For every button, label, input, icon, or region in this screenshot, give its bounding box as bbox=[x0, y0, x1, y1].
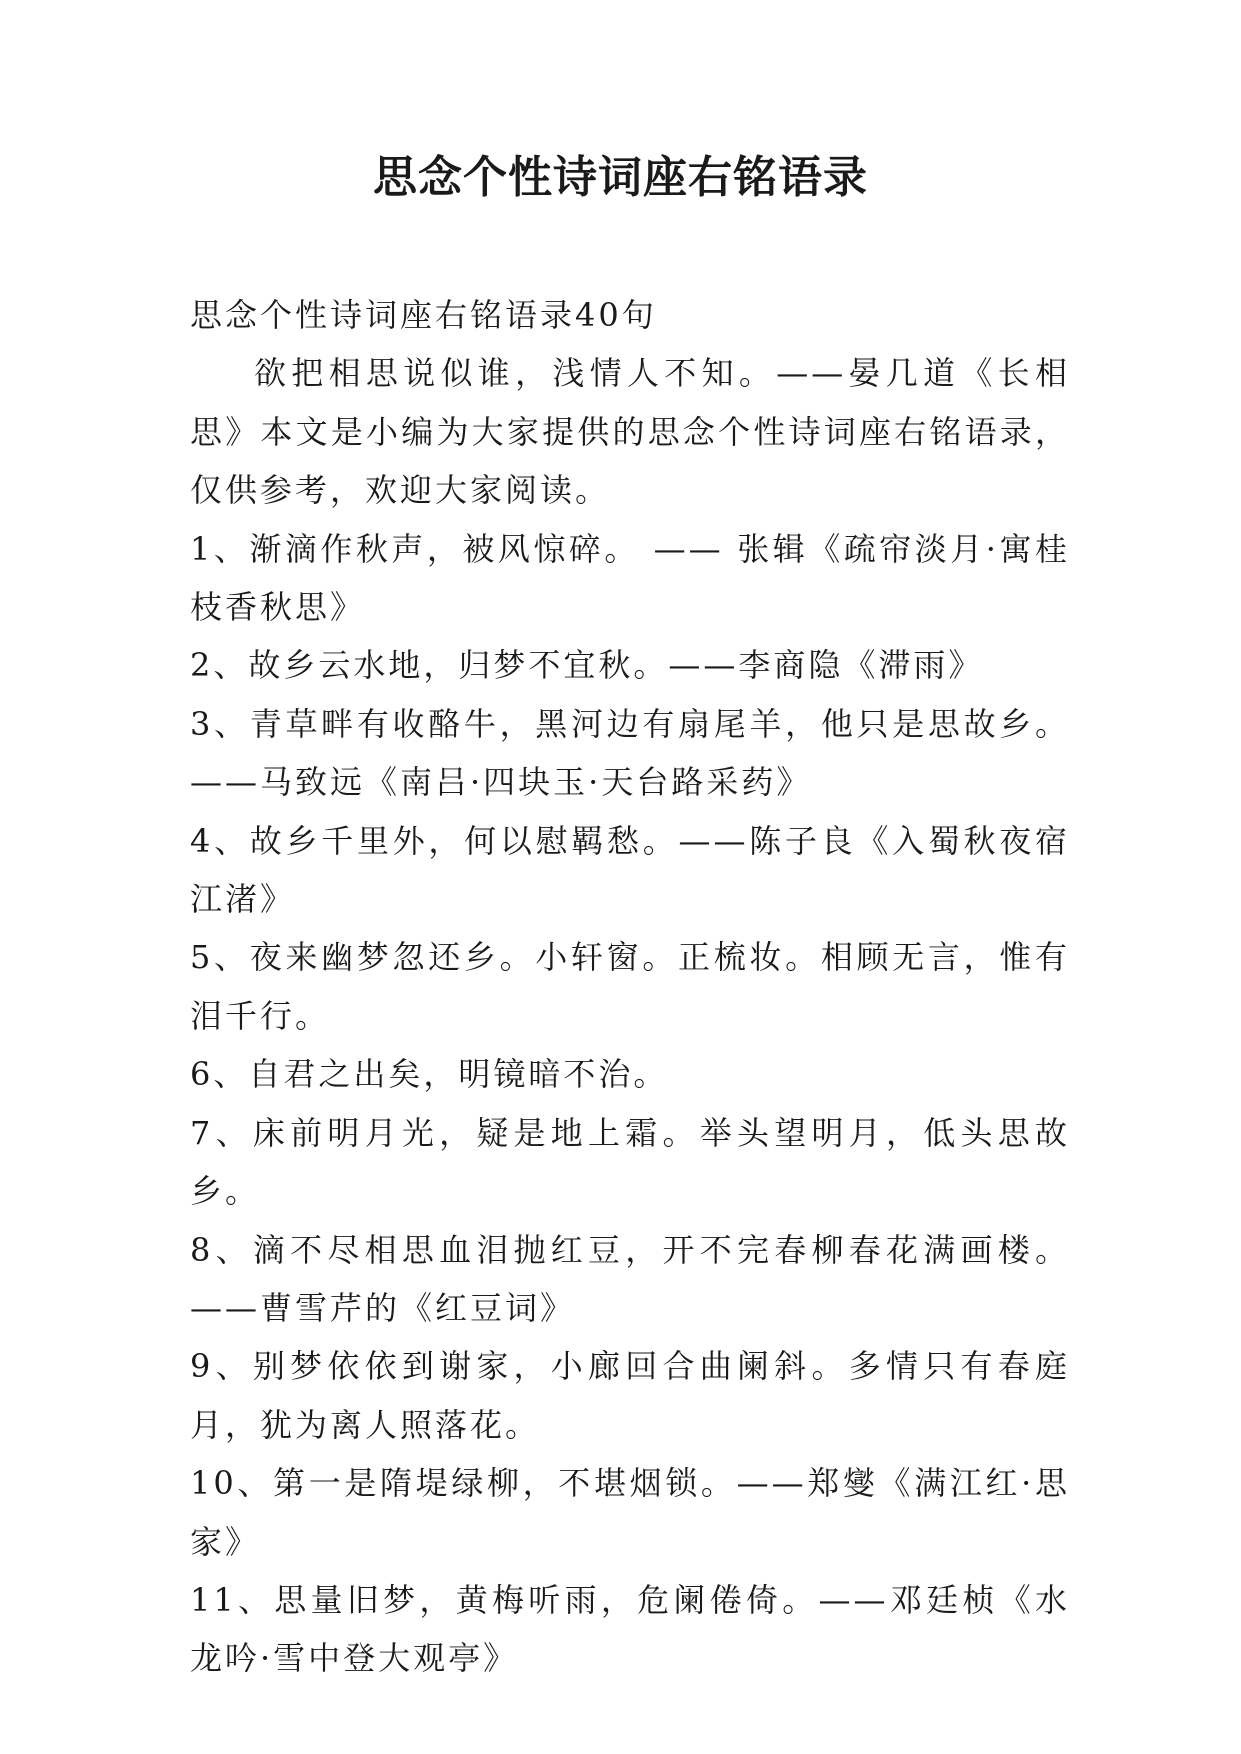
quote-item-4: 4、故乡千里外，何以慰羁愁。——陈子良《入蜀秋夜宿江渚》 bbox=[190, 821, 1070, 919]
quote-item-10: 10、第一是隋堤绿柳，不堪烟锁。——郑燮《满江红·思家》 bbox=[190, 1464, 1070, 1561]
quote-item-3: 3、青草畔有收酪牛，黑河边有扇尾羊，他只是思故乡。——马致远《南吕·四块玉·天台路采药》 bbox=[190, 704, 1070, 802]
quote-item-6: 6、自君之出矣，明镜暗不治。 bbox=[190, 1055, 669, 1094]
quote-item-7: 7、床前明月光，疑是地上霜。举头望明月，低头思故乡。 bbox=[190, 1113, 1070, 1211]
quote-item-5: 5、夜来幽梦忽还乡。小轩窗。正梳妆。相顾无言，惟有泪千行。 bbox=[190, 938, 1070, 1035]
quote-item-2: 2、故乡云水地，归梦不宜秋。——李商隐《滞雨》 bbox=[190, 646, 984, 685]
intro-paragraph: 欲把相思说似谁，浅情人不知。——晏几道《长相思》本文是小编为大家提供的思念个性诗词座右铭语录，仅供参考，欢迎大家阅读。 bbox=[190, 354, 1070, 510]
quote-item-8: 8、滴不尽相思血泪抛红豆，开不完春柳春花满画楼。——曹雪芹的《红豆词》 bbox=[190, 1230, 1070, 1327]
document-title: 思念个性诗词座右铭语录 bbox=[373, 152, 868, 203]
quote-item-9: 9、别梦依依到谢家，小廊回合曲阑斜。多情只有春庭月，犹为离人照落花。 bbox=[190, 1347, 1070, 1444]
quote-item-1: 1、渐滴作秋声，被风惊碎。 —— 张辑《疏帘淡月·寓桂枝香秋思》 bbox=[190, 529, 1070, 627]
quote-item-11: 11、思量旧梦，黄梅听雨，危阑倦倚。——邓廷桢《水龙吟·雪中登大观亭》 bbox=[190, 1580, 1070, 1678]
document-body bbox=[190, 286, 1070, 1688]
document-subtitle: 思念个性诗词座右铭语录40句 bbox=[190, 296, 657, 334]
